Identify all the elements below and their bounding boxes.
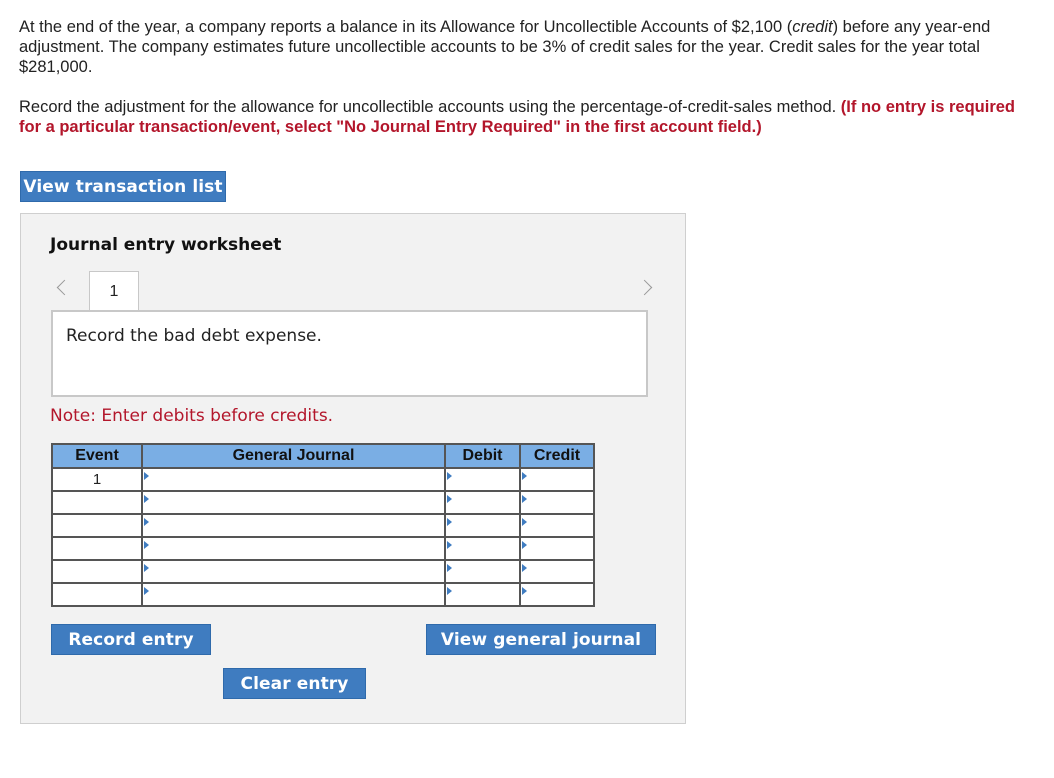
- instruction-text: Record the bad debt expense.: [66, 326, 322, 346]
- problem-text-2: Record the adjustment for the allowance for uncollectible accounts using the percentage-of-credit-sales method.: [19, 98, 841, 116]
- header-debit: Debit: [445, 444, 520, 468]
- account-field[interactable]: [142, 514, 445, 537]
- credit-field[interactable]: [520, 468, 594, 491]
- event-cell: [52, 514, 142, 537]
- debits-note: Note: Enter debits before credits.: [50, 406, 334, 426]
- credit-field[interactable]: [520, 560, 594, 583]
- problem-text-1b: ) before any year-end adjustment. The company estimates future uncollectible accounts to be 3% of credit sales for the year. Credit sales for the year total $281,000.: [19, 18, 991, 76]
- triangle-right-icon: [522, 495, 527, 503]
- triangle-right-icon: [522, 472, 527, 480]
- view-transaction-list-button[interactable]: View transaction list: [20, 171, 226, 202]
- triangle-right-icon: [522, 564, 527, 572]
- triangle-right-icon: [522, 518, 527, 526]
- worksheet-title: Journal entry worksheet: [50, 235, 282, 255]
- tab-1[interactable]: 1: [89, 271, 139, 311]
- account-field[interactable]: [142, 491, 445, 514]
- event-cell: [52, 491, 142, 514]
- view-general-journal-button[interactable]: View general journal: [426, 624, 656, 655]
- triangle-right-icon: [144, 495, 149, 503]
- problem-paragraph-1: [19, 17, 1029, 77]
- problem-text-credit: credit: [792, 18, 833, 36]
- problem-instruction-red: (If no entry is required for a particular transaction/event, select "No Journal Entry Required" in the first account field.): [19, 98, 1015, 136]
- journal-entry-worksheet: [20, 213, 686, 724]
- header-general-journal: General Journal: [142, 444, 445, 468]
- debit-field[interactable]: [445, 468, 520, 491]
- credit-field[interactable]: [520, 583, 594, 606]
- triangle-right-icon: [144, 518, 149, 526]
- problem-statement: [19, 17, 1029, 137]
- triangle-right-icon: [522, 587, 527, 595]
- account-field[interactable]: [142, 468, 445, 491]
- credit-field[interactable]: [520, 537, 594, 560]
- table-row: [52, 560, 594, 583]
- chevron-left-icon[interactable]: [57, 280, 73, 296]
- debit-field[interactable]: [445, 560, 520, 583]
- chevron-right-icon[interactable]: [637, 280, 653, 296]
- table-row: [52, 468, 594, 491]
- table-row: [52, 514, 594, 537]
- event-cell: 1: [52, 468, 142, 491]
- event-cell: [52, 583, 142, 606]
- triangle-right-icon: [447, 564, 452, 572]
- triangle-right-icon: [447, 518, 452, 526]
- debit-field[interactable]: [445, 537, 520, 560]
- triangle-right-icon: [522, 541, 527, 549]
- event-cell: [52, 537, 142, 560]
- event-cell: [52, 560, 142, 583]
- triangle-right-icon: [447, 472, 452, 480]
- record-entry-button[interactable]: Record entry: [51, 624, 211, 655]
- clear-entry-button[interactable]: Clear entry: [223, 668, 366, 699]
- debit-field[interactable]: [445, 514, 520, 537]
- account-field[interactable]: [142, 583, 445, 606]
- debit-field[interactable]: [445, 583, 520, 606]
- triangle-right-icon: [447, 587, 452, 595]
- account-field[interactable]: [142, 537, 445, 560]
- triangle-right-icon: [144, 587, 149, 595]
- instruction-box: [51, 310, 648, 397]
- account-field[interactable]: [142, 560, 445, 583]
- triangle-right-icon: [447, 495, 452, 503]
- problem-paragraph-2: [19, 97, 1029, 137]
- triangle-right-icon: [144, 472, 149, 480]
- table-row: [52, 583, 594, 606]
- journal-header-row: [52, 444, 594, 468]
- debit-field[interactable]: [445, 491, 520, 514]
- triangle-right-icon: [144, 564, 149, 572]
- table-row: [52, 491, 594, 514]
- credit-field[interactable]: [520, 514, 594, 537]
- journal-table: [51, 443, 595, 607]
- triangle-right-icon: [144, 541, 149, 549]
- triangle-right-icon: [447, 541, 452, 549]
- header-event: Event: [52, 444, 142, 468]
- problem-text-1a: At the end of the year, a company reports a balance in its Allowance for Uncollectible Accounts of $2,100 (: [19, 18, 793, 36]
- credit-field[interactable]: [520, 491, 594, 514]
- header-credit: Credit: [520, 444, 594, 468]
- table-row: [52, 537, 594, 560]
